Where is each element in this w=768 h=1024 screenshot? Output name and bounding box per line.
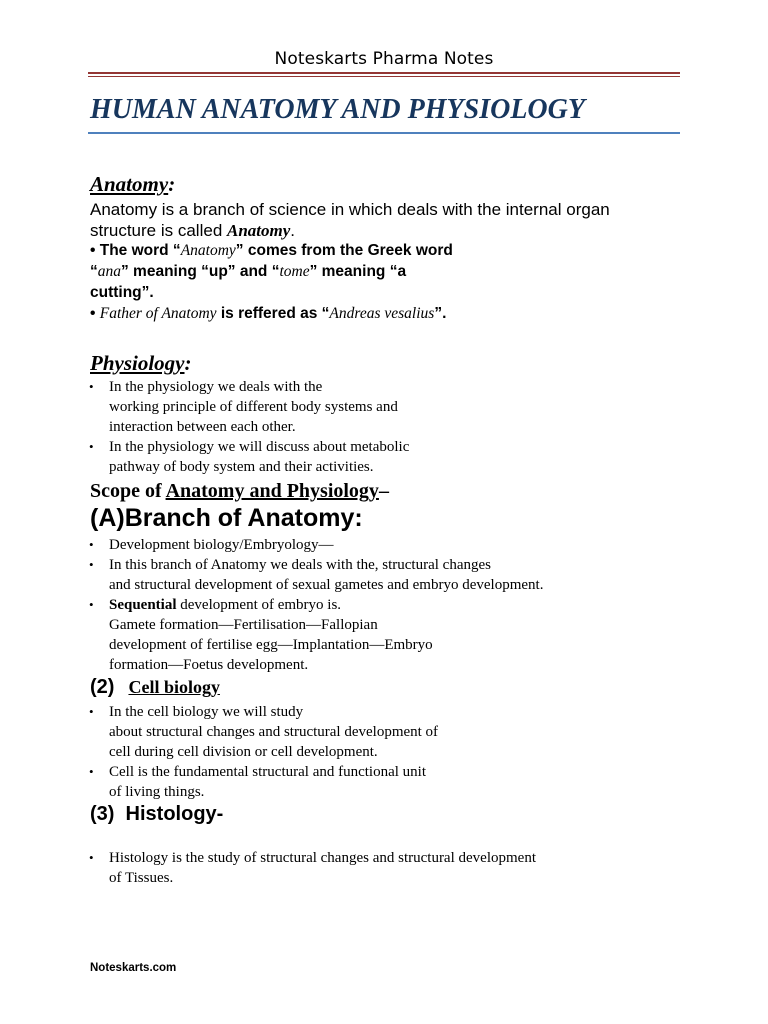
ana-term: ana bbox=[97, 263, 121, 280]
physiology-heading bbox=[90, 351, 192, 376]
list-item-line: interaction between each other. bbox=[109, 419, 296, 435]
physiology-heading-text: Physiology bbox=[90, 351, 185, 375]
etymology-term: Anatomy bbox=[180, 242, 236, 259]
etymology-text-2: ” comes from the Greek word bbox=[235, 242, 453, 259]
list-item bbox=[89, 762, 438, 802]
father-name: Andreas vesalius bbox=[329, 305, 435, 322]
list-item-line: • In the cell biology we will study bbox=[109, 704, 304, 720]
list-item bbox=[89, 535, 543, 555]
def-text: structure is called bbox=[90, 221, 227, 240]
cell-biology-number: (2) bbox=[90, 676, 115, 698]
list-item-line: • Cell is the fundamental structural and functional unit bbox=[109, 764, 426, 780]
list-item bbox=[89, 555, 543, 595]
list-item bbox=[89, 437, 409, 477]
physiology-heading-colon: : bbox=[184, 351, 192, 375]
father-bullet: • bbox=[90, 305, 100, 322]
def-period: . bbox=[290, 221, 296, 240]
anatomy-def-line-1: Anatomy is a branch of science in which deals with the internal organ bbox=[90, 200, 610, 219]
physiology-list bbox=[89, 377, 409, 477]
branch-list bbox=[89, 535, 543, 675]
branch-heading: (A)Branch of Anatomy: bbox=[90, 504, 363, 532]
list-item-line: • In the physiology we will discuss about metabolic bbox=[109, 439, 410, 455]
histology-list bbox=[89, 848, 536, 888]
histology-heading: (3) Histology- bbox=[90, 803, 224, 825]
scope-heading bbox=[90, 480, 389, 503]
list-item bbox=[89, 377, 409, 437]
anatomy-heading-colon: : bbox=[168, 172, 176, 196]
father-term: Father of Anatomy bbox=[99, 305, 217, 322]
father-text: is reffered as “ bbox=[216, 305, 330, 322]
father-of-anatomy-line bbox=[90, 303, 453, 324]
sequential-term: Sequential bbox=[109, 597, 177, 613]
scope-suffix: – bbox=[378, 480, 389, 502]
list-item-line: pathway of body system and their activities. bbox=[109, 459, 374, 475]
header-rule bbox=[88, 72, 680, 74]
document-title: HUMAN ANATOMY AND PHYSIOLOGY bbox=[90, 94, 585, 125]
list-item-line: • Histology is the study of structural changes and structural development bbox=[109, 850, 536, 866]
list-item-line: formation—Foetus development. bbox=[109, 657, 309, 673]
ana-meaning: ” meaning “up” and “ bbox=[121, 263, 280, 280]
anatomy-definition bbox=[90, 199, 610, 241]
list-item-line: • In this branch of Anatomy we deals with the, structural changes bbox=[109, 557, 491, 573]
list-item-line: cell during cell division or cell development. bbox=[109, 744, 378, 760]
footer-text: Noteskarts.com bbox=[90, 962, 177, 974]
tome-term: tome bbox=[279, 263, 310, 280]
list-item-line: of Tissues. bbox=[109, 870, 174, 886]
cell-biology-title: Cell biology bbox=[128, 677, 220, 697]
cell-biology-heading bbox=[90, 676, 220, 699]
scope-prefix: Scope of bbox=[90, 480, 166, 502]
etymology-line-1 bbox=[90, 240, 453, 261]
father-end: ”. bbox=[434, 305, 447, 322]
header-rule-thin bbox=[88, 76, 680, 77]
ana-open: “ bbox=[90, 263, 98, 280]
etymology-text: • The word “ bbox=[90, 242, 181, 259]
etymology-line-3: cutting”. bbox=[90, 284, 154, 301]
anatomy-heading bbox=[90, 172, 175, 197]
page-header-title: Noteskarts Pharma Notes bbox=[274, 49, 494, 69]
sequential-text: development of embryo is. bbox=[176, 597, 342, 613]
anatomy-heading-text: Anatomy bbox=[90, 172, 169, 196]
scope-underlined: Anatomy and Physiology bbox=[165, 480, 379, 502]
list-item bbox=[89, 595, 543, 675]
list-item-line: working principle of different body systems and bbox=[109, 399, 398, 415]
list-item-line: and structural development of sexual gametes and embryo development. bbox=[109, 577, 544, 593]
cell-biology-list bbox=[89, 702, 438, 802]
list-item-line: • Development biology/Embryology— bbox=[109, 537, 334, 553]
tome-meaning: ” meaning “a bbox=[309, 263, 407, 280]
list-item-line bbox=[109, 595, 543, 615]
list-item-line: of living things. bbox=[109, 784, 205, 800]
list-item-line: • In the physiology we deals with the bbox=[109, 379, 323, 395]
anatomy-etymology bbox=[90, 240, 453, 324]
etymology-line-2 bbox=[90, 261, 453, 282]
list-item-line: Gamete formation—Fertilisation—Fallopian bbox=[109, 617, 378, 633]
anatomy-def-line-2 bbox=[90, 220, 610, 241]
list-item-line: development of fertilise egg—Implantation—Embryo bbox=[109, 637, 433, 653]
title-rule bbox=[88, 132, 680, 134]
def-term: Anatomy bbox=[227, 221, 291, 240]
list-item bbox=[89, 848, 536, 888]
list-item bbox=[89, 702, 438, 762]
list-item-line: about structural changes and structural development of bbox=[109, 724, 439, 740]
